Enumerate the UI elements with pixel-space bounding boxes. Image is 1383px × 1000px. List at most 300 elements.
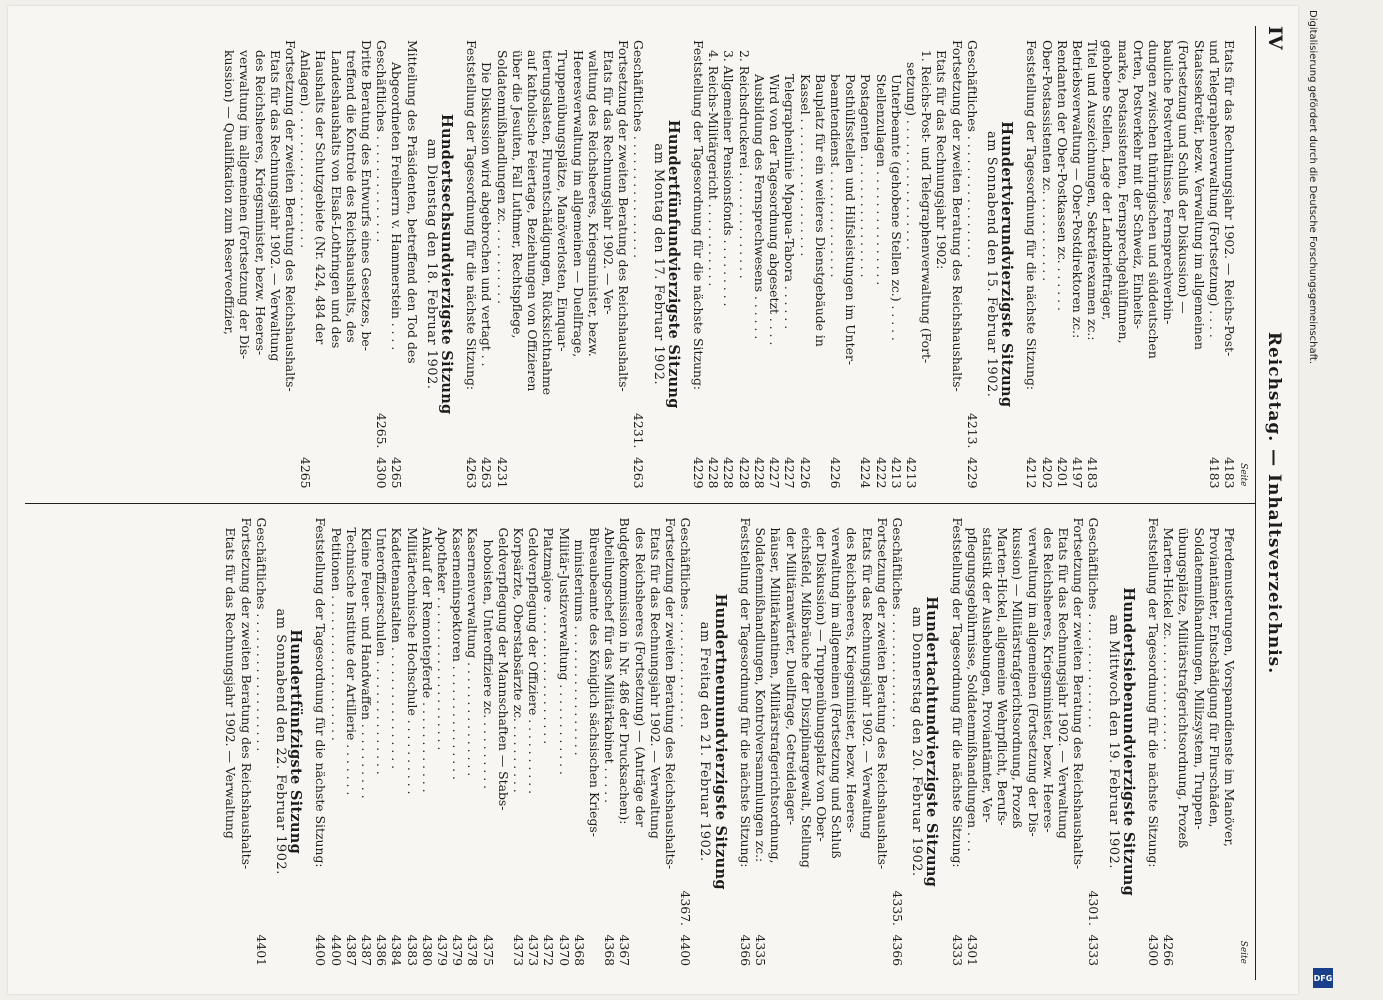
toc-line (814, 518, 829, 967)
toc-text: Haushalts der Schutzgebiete (Nr. 424, 484 der (313, 50, 329, 345)
toc-text: Etats für das Rechnungsjahr 1902. — Reichs-Post- (1222, 40, 1237, 357)
page-ref: 4367. (678, 890, 694, 926)
toc-text: Abteilungschef für das Militärkabinet . . . . . (602, 527, 618, 804)
toc-text: Feststellung der Tagesordnung für die nächste Sitzung: (737, 517, 753, 868)
page-ref: 4222 (873, 456, 889, 489)
toc-text: Budgetkommission in Nr. 486 der Drucksachen): (617, 517, 633, 825)
toc-text: Technische Institute der Artillerie . . . . . . . (343, 527, 359, 796)
toc-text: 3. Allgemeiner Pensionsfonds . . . . . . . . . (721, 50, 737, 307)
toc-text: Soldatenmißhandlungen, Milizsystem, Truppen- (1191, 527, 1207, 830)
toc-entry (1161, 518, 1176, 967)
toc-text: 1. Reichs-Post- und Telegraphenverwaltung (Fort- (919, 50, 935, 364)
toc-line (616, 40, 631, 489)
toc-line (344, 40, 359, 489)
toc-line (1176, 40, 1191, 489)
toc-entry (480, 518, 495, 967)
toc-text: Landeshaushalts von Elsaß-Lothringen und des (328, 50, 344, 349)
page-ref: 4227 (767, 456, 783, 489)
toc-text: Fortsetzung der zweiten Beratung des Reichshaushalts- (238, 517, 254, 870)
toc-text: Titel und Auszeichnungen, Sekretärexamen zc.: (1085, 40, 1101, 341)
toc-text: waltung des Reichsheeres, Kriegsminister, bezw. (585, 50, 601, 357)
toc-text: Kasernenverwaltung . . . . . . . . . . . . . . . (465, 527, 481, 777)
toc-entry (1085, 40, 1100, 489)
seite-label-left: Seite (1238, 463, 1248, 487)
toc-line (1100, 40, 1115, 489)
toc-entry (873, 40, 888, 489)
page-ref: 4368 (571, 934, 587, 966)
toc-entry (404, 518, 419, 967)
toc-line (313, 40, 328, 489)
toc-text: Etats für das Rechnungsjahr 1902. — Verwaltung (223, 527, 239, 839)
toc-entry (1070, 40, 1085, 489)
toc-line (980, 518, 995, 967)
toc-line (919, 40, 934, 489)
toc-line (237, 40, 252, 489)
session-title: Hundertsiebenundvierzigste Sitzung (1119, 587, 1137, 897)
toc-text: bauliche Postverhältnisse, Fernsprechverbin- (1161, 40, 1177, 325)
page-ref: 4263 (464, 456, 480, 489)
toc-line (844, 518, 859, 967)
page-ref: 4228 (706, 456, 722, 489)
toc-text: Marten-Hickel, allgemeine Wehrpflicht, Berufs- (995, 527, 1011, 826)
page-ref: 4213. (964, 413, 980, 449)
session-date: am Montag den 17. Februar 1902. (650, 143, 666, 386)
page-ref: 4228 (751, 456, 767, 489)
toc-line (222, 40, 237, 489)
page-ref: 4366 (737, 934, 753, 966)
toc-entry (949, 518, 964, 967)
toc-entry (435, 518, 450, 967)
toc-text: beamtendienst . . . . . . . . . . . . . . (827, 74, 843, 278)
toc-text: Kleine Feuer- und Handwaffen . . . . . . . . . . (359, 527, 375, 799)
toc-text: Fortsetzung der zweiten Beratung des Reichshaushalts- (1071, 517, 1087, 870)
toc-text: Ober-Postassistenten zc. . . . . . . . . . . . (1039, 40, 1055, 282)
session-date: am Sonnabend den 15. Februar 1902. (983, 131, 999, 398)
toc-text: kussion) — Militärstrafgerichtsordnung, Prozeß (1010, 527, 1026, 829)
session-date: am Sonnabend den 22. Februar 1902. (273, 608, 289, 875)
toc-text: des Reichsheeres, Kriegsminister, bezw. Heeres- (1040, 527, 1056, 833)
toc-text: tierungslasten, Flurentschädigungen, Rücksichtnahme (540, 50, 556, 396)
toc-text: pflegungsgebührnisse, Soldatenmißhandlungen . . . (964, 527, 980, 852)
toc-text: des Reichsheeres, Kriegsminister, bezw. Heeres- (252, 50, 268, 356)
toc-line (587, 518, 602, 967)
page-header (1255, 26, 1290, 980)
toc-text: Ausbildung des Fernsprechwesens . . . . . . (751, 74, 767, 340)
toc-entry (965, 518, 980, 967)
toc-line (268, 40, 283, 489)
session-title: Hundertneunundvierzigste Sitzung (711, 593, 729, 890)
toc-line (404, 40, 419, 489)
toc-line (586, 40, 601, 489)
page-ref: 4378 (465, 934, 481, 966)
toc-text: Proviantämter, Entschädigung für Flurschäden, (1206, 527, 1222, 828)
page-ref: 4333 (949, 934, 965, 966)
toc-line (934, 40, 949, 489)
toc-entry (328, 518, 343, 967)
toc-text: Kaserneninspektoren . . . . . . . . . . . . . . . (450, 527, 466, 780)
toc-entry (556, 518, 571, 967)
toc-entry (374, 40, 389, 489)
toc-line (1161, 40, 1176, 489)
toc-line (1115, 40, 1130, 489)
toc-line (1131, 40, 1146, 489)
page-title: Reichstag. — Inhaltsverzeichnis. (1264, 331, 1284, 675)
toc-entry (541, 518, 556, 967)
toc-entry (753, 518, 768, 967)
page-ref: 4400 (313, 934, 329, 966)
rotated-page-content (8, 6, 1298, 996)
toc-text: Etats für das Rechnungsjahr 1902. — Verwaltung (267, 50, 283, 362)
toc-line (238, 518, 253, 967)
page-ref: 4226 (827, 456, 843, 489)
toc-text: übungsplätze, Militärstrafgerichtsordnung, Prozeß (1176, 527, 1192, 849)
toc-text: Wird von der Tagesordnung abgesetzt . . . . (767, 74, 783, 346)
toc-text: Abgeordneten Freiherrn v. Hammerstein . . . . (389, 62, 405, 351)
toc-line (1176, 518, 1191, 967)
toc-text: Petitionen . . . . . . . . . . . . . . . . . . . (328, 527, 344, 741)
toc-line (510, 40, 525, 489)
toc-line (799, 518, 814, 967)
toc-text: Soldatenmißhandlungen, Kontrolversammlungen zc.: (753, 527, 769, 863)
toc-text: Geschäftliches . . . . . . . . . . . . . . . . (631, 40, 647, 259)
seite-label-right: Seite (1238, 940, 1248, 964)
toc-line (570, 40, 585, 489)
toc-line (859, 518, 874, 967)
toc-text: kussion) — Qualifikation zum Reserveoffizier, (222, 50, 238, 335)
digitization-credit: Digitalisierung gefördert durch die Deutsche Forschungsgemeinschaft. (1307, 10, 1318, 365)
page-ref: 4227 (782, 456, 798, 489)
toc-entry (890, 518, 905, 967)
page-ref: 4387 (359, 934, 375, 966)
toc-line (949, 40, 964, 489)
page-ref: 4301 (964, 934, 980, 966)
toc-entry (904, 40, 919, 489)
toc-line (1071, 518, 1086, 967)
session-date: am Mittwoch den 19. Februar 1902. (1105, 614, 1121, 869)
page-ref: 4384 (389, 934, 405, 966)
toc-line (496, 518, 511, 967)
dfg-logo-icon: DFG (1313, 968, 1333, 988)
toc-entry (389, 40, 404, 489)
toc-text: verwaltung im allgemeinen (Fortsetzung und Schluß (829, 527, 845, 859)
toc-text: des Reichsheeres, Kriegsminister, bezw. Heeres- (844, 527, 860, 833)
toc-line (555, 40, 570, 489)
toc-text: Büreaubeamte des Königlich sächsischen Kriegs- (587, 527, 603, 837)
toc-entry (1222, 40, 1237, 489)
toc-line (1025, 518, 1040, 967)
toc-text: Postagenten . . . . . . . . . . . . . . . . (858, 74, 874, 278)
page-ref: 4231. (631, 413, 647, 449)
session-title: Hundertfünfundvierzigste Sitzung (664, 119, 682, 409)
page-ref: 4263 (479, 456, 495, 489)
toc-text: Orten, Postverkehr mit der Schweiz, Einheits- (1130, 40, 1146, 330)
toc-text: Unterbeamte (gehobene Stellen zc.) . . . . . (888, 74, 904, 341)
toc-line (843, 40, 858, 489)
toc-line (1222, 518, 1237, 967)
left-column (25, 26, 1255, 504)
page-ref: 4370 (556, 934, 572, 966)
toc-text: Soldatenmißhandlungen zc. . . . . . . . . . . (494, 50, 510, 305)
toc-text: Fortsetzung der zweiten Beratung des Reichshaushalts- (616, 40, 632, 392)
toc-entry (631, 40, 646, 489)
page-number: IV (1264, 26, 1286, 50)
toc-entry (450, 518, 465, 967)
toc-entry (1207, 40, 1222, 489)
toc-entry (254, 518, 269, 967)
toc-entry (1024, 40, 1039, 489)
toc-text: Pferdemusterungen, Vorspanndienste im Manöver, (1222, 527, 1237, 847)
toc-text: Kassel . . . . . . . . . . . . . . . . . . (797, 74, 813, 257)
page-ref: 4266 (1161, 934, 1177, 966)
toc-text: verwaltung im allgemeinen (Fortsetzung der Dis- (1025, 527, 1041, 837)
page-ref: 4213 (903, 456, 919, 489)
toc-text: setzung) . . . . . . . . . . . . . . . . . (903, 62, 919, 250)
session-title: Hundertfünfzigste Sitzung (287, 629, 305, 855)
toc-entry (465, 518, 480, 967)
toc-text: Platzmajore . . . . . . . . . . . . . . . . . . (541, 527, 557, 745)
toc-entry (1055, 40, 1070, 489)
page-ref: 4375 (480, 934, 496, 966)
toc-text: der Militäranwärter, Duellfrage, Getreidelager- (783, 527, 799, 826)
page-ref-end: 4366 (889, 934, 905, 966)
toc-line (1207, 518, 1222, 967)
page-ref: 4383 (404, 934, 420, 966)
toc-text: und Telegraphenverwaltung (Fortsetzung) . . . . (1206, 40, 1222, 338)
toc-text: Etats für das Rechnungsjahr 1902. — Verwaltung (859, 527, 875, 839)
toc-entry (738, 518, 753, 967)
page-ref: 4379 (450, 934, 466, 966)
toc-text: 2. Reichsdruckerei . . . . . . . . . . . . . . (736, 50, 752, 279)
toc-text: Rendanten der Ober-Postkassen zc. . . . . . . (1054, 40, 1070, 311)
page-ref: 4373 (526, 934, 542, 966)
page-ref-end: 4333 (1086, 934, 1102, 966)
toc-entry (858, 40, 873, 489)
toc-text: Geschäftliches . . . . . . . . . . . . . . . (678, 517, 694, 728)
session-title: Hundertsechsundvierzigste Sitzung (438, 114, 456, 415)
toc-text: Fortsetzung der zweiten Beratung des Reichshaushalts- (874, 517, 890, 870)
toc-text: Telegraphenlinie Mpapua-Tabora . . . . . . (782, 74, 798, 330)
toc-entry (389, 518, 404, 967)
toc-text: Unteroffizierschulen . . . . . . . . . . . . . . . (374, 527, 390, 775)
page-ref: 4265 (298, 456, 314, 489)
page-ref: 4301. (1086, 890, 1102, 926)
page-ref: 4368 (602, 934, 618, 966)
toc-text: Kadettenanstalten . . . . . . . . . . . . . . . . (389, 527, 405, 770)
toc-text: Betriebsverwaltung — Ober-Postdirektoren zc.: (1069, 40, 1085, 339)
toc-line (875, 518, 890, 967)
toc-text: Apotheker . . . . . . . . . . . . . . . . . . . . (435, 527, 451, 751)
page-ref: 4183 (1222, 456, 1237, 489)
toc-text: 4. Reichs-Militärgericht . . . . . . . . . . . (706, 50, 722, 287)
page-ref: 4183 (1206, 456, 1222, 489)
session-title: Hundertachtundvierzigste Sitzung (923, 596, 941, 888)
session-title: Hundertvierundvierzigste Sitzung (998, 121, 1016, 408)
page-ref: 4372 (541, 934, 557, 966)
toc-entry (359, 518, 374, 967)
toc-entry (752, 40, 767, 489)
page-ref: 4335 (753, 934, 769, 966)
toc-entry (420, 518, 435, 967)
toc-text: treffend die Kontrole des Reichshaushalts, des (343, 50, 359, 343)
page-ref: 4367 (617, 934, 633, 966)
toc-entry (828, 40, 843, 489)
page-ref: 4228 (721, 456, 737, 489)
toc-text: Etats für das Rechnungsjahr 1902. — Ver- (601, 50, 617, 315)
toc-entry (691, 40, 706, 489)
toc-entry (511, 518, 526, 967)
page-ref: 4183 (1085, 456, 1101, 489)
toc-line (1191, 518, 1206, 967)
toc-entry (479, 40, 494, 489)
toc-text: Feststellung der Tagesordnung für die nächste Sitzung: (464, 40, 480, 391)
toc-text: Fortsetzung der zweiten Beratung des Reichshaushalts- (283, 40, 299, 392)
toc-text: Stellenzulagen . . . . . . . . . . . . . . . (873, 74, 889, 286)
toc-text: Geschäftliches . . . . . . . . . . . . . . . (889, 517, 905, 728)
page-ref-end: 4263 (631, 456, 647, 489)
toc-entry (344, 518, 359, 967)
toc-entry (721, 40, 736, 489)
page-ref: 4335. (889, 890, 905, 926)
toc-entry (782, 40, 797, 489)
toc-line (1010, 518, 1025, 967)
toc-text: eichsfeld, Mißbräuche der Disziplinargewalt, Stellung (798, 527, 814, 868)
toc-text: Truppenübungsplätze, Manöverlosten, Einquar- (555, 50, 571, 352)
toc-entry (464, 40, 479, 489)
toc-text: häuser, Militärkantinen, Militärstrafgerichtsordnung, (768, 527, 784, 864)
toc-text: Geschäftliches . . . . . . . . . . . . . . . . (964, 40, 980, 259)
toc-entry (572, 518, 587, 967)
toc-text: Militärtechnische Hochschule . . . . . . . . . . (404, 527, 420, 795)
toc-text: Etats für das Rechnungsjahr 1902. — Verwaltung (647, 527, 663, 839)
toc-entry (1086, 518, 1101, 967)
toc-entry (374, 518, 389, 967)
toc-text: der Diskussion) — Truppenübungsplatz von Ober- (813, 527, 829, 842)
toc-text: ministeriums . . . . . . . . . . . . . . . . . (571, 539, 587, 756)
toc-line (283, 40, 298, 489)
session-date: am Freitag den 21. Februar 1902. (697, 621, 713, 862)
toc-entry (602, 518, 617, 967)
toc-line (663, 518, 678, 967)
toc-line (783, 518, 798, 967)
toc-text: über die Jesuiten, Fall Luthmer, Rechtspflege, (509, 50, 525, 339)
page-ref: 4231 (494, 456, 510, 489)
toc-entry (494, 40, 509, 489)
toc-line (995, 518, 1010, 967)
toc-text: Bauplatz für ein weiteres Dienstgebäude in (812, 74, 828, 347)
toc-text: hoboisten, Unteroffiziere zc. . . . . . . . . . (480, 539, 496, 790)
toc-entry (767, 40, 782, 489)
toc-line (1191, 40, 1206, 489)
toc-text: Ankauf der Remontepferde . . . . . . . . . . . . (419, 527, 435, 793)
toc-entry (737, 40, 752, 489)
toc-text: Korpsärzte, Oberstabsärzte zc. . . . . . . . . . (511, 527, 527, 793)
toc-line (601, 40, 616, 489)
toc-text: Geschäftliches . . . . . . . . . . . . . . . . . . (253, 517, 269, 752)
toc-line (525, 40, 540, 489)
page-ref-end: 4300 (374, 456, 390, 489)
page-ref: 4380 (419, 934, 435, 966)
page-ref: 4229 (691, 456, 707, 489)
toc-line (1056, 518, 1071, 967)
toc-entry (706, 40, 721, 489)
toc-text: Geldverpflegung der Offiziere . . . . . . . . . . (526, 527, 542, 795)
toc-line (359, 40, 374, 489)
right-column (25, 504, 1255, 981)
toc-text: Militär-Justizverwaltung . . . . . . . . . . . . (556, 527, 572, 775)
page-ref: 4265 (389, 456, 405, 489)
toc-text: Die Diskussion wird abgebrochen und vertagt . . (479, 62, 495, 367)
toc-text: Feststellung der Tagesordnung für die nächste Sitzung: (949, 517, 965, 868)
toc-text: Mitteilung des Präsidenten, betreffend den Tod des (404, 40, 420, 364)
toc-text: Feststellung der Tagesordnung für die nächste Sitzung: (1024, 40, 1040, 391)
toc-text: Geschäftliches . . . . . . . . . . . . . . (374, 40, 390, 243)
toc-text: Etats für das Rechnungsjahr 1902. — Verwaltung (1055, 527, 1071, 839)
toc-text: auf katholische Feiertage, Beziehungen von Offizieren (525, 50, 541, 392)
toc-entry (526, 518, 541, 967)
toc-entry (889, 40, 904, 489)
page-ref-end: 4229 (964, 456, 980, 489)
toc-entry (1039, 40, 1054, 489)
page-ref: 4224 (858, 456, 874, 489)
page-ref: 4400 (328, 934, 344, 966)
toc-text: Fortsetzung der zweiten Beratung des Reichshaushalts- (949, 40, 965, 392)
toc-line (1041, 518, 1056, 967)
toc-text: statistik der Aushebungen, Proviantämter, Ver- (979, 527, 995, 823)
toc-line (1146, 40, 1161, 489)
toc-line (328, 40, 343, 489)
toc-text: Posthülfsstellen und Hilfsleistungen im Unter- (843, 74, 859, 366)
toc-line (768, 518, 783, 967)
page-ref: 4373 (511, 934, 527, 966)
toc-entry (313, 518, 328, 967)
toc-text: des Reichsheeres (Fortsetzung) — (Anträge der (632, 527, 648, 827)
toc-text: Feststellung der Tagesordnung für die nächste Sitzung: (1145, 517, 1161, 868)
toc-text: gehobene Stellen, Lage der Landbriefträger, (1100, 40, 1116, 321)
toc-text: Feststellung der Tagesordnung für die nächste Sitzung: (313, 517, 329, 868)
session-date: am Dienstag den 18. Februar 1902. (423, 138, 439, 390)
toc-text: Fortsetzung der zweiten Beratung des Reichshaushalts- (663, 517, 679, 870)
toc-line (829, 518, 844, 967)
page-ref: 4386 (374, 934, 390, 966)
toc-entry (797, 40, 812, 489)
toc-entry (298, 40, 313, 489)
page-ref: 4226 (797, 456, 813, 489)
toc-text: Feststellung der Tagesordnung für die nächste Sitzung: (691, 40, 707, 391)
page-ref: 4201 (1054, 456, 1070, 489)
page-ref: 4300 (1145, 934, 1161, 966)
page-ref: 4212 (1024, 456, 1040, 489)
toc-line (648, 518, 663, 967)
page-ref: 4401 (253, 934, 269, 966)
page-ref: 4265. (374, 413, 390, 449)
toc-text: marke, Postassistenten, Fernsprechgehülfinnen, (1115, 40, 1131, 344)
toc-line (223, 518, 238, 967)
toc-text: verwaltung im allgemeinen (Fortsetzung der Dis- (237, 50, 253, 360)
toc-text: Etats für das Rechnungsjahr 1902: (934, 50, 950, 270)
toc-text: Staatssekretär, bezw. Verwaltung im allgemeinen (1191, 40, 1207, 351)
page-ref: 4387 (343, 934, 359, 966)
page-ref: 4213 (888, 456, 904, 489)
toc-entry (965, 40, 980, 489)
toc-text: Dritte Beratung des Entwurfs eines Gesetzes, be- (359, 40, 375, 351)
page-ref-end: 4400 (678, 934, 694, 966)
toc-line (540, 40, 555, 489)
session-date: am Donnerstag den 20. Februar 1902. (909, 606, 925, 877)
page-ref: 4202 (1039, 456, 1055, 489)
toc-text: dungen zwischen thüringischen und süddeutschen (1145, 40, 1161, 359)
page-ref: 4228 (736, 456, 752, 489)
toc-line (252, 40, 267, 489)
